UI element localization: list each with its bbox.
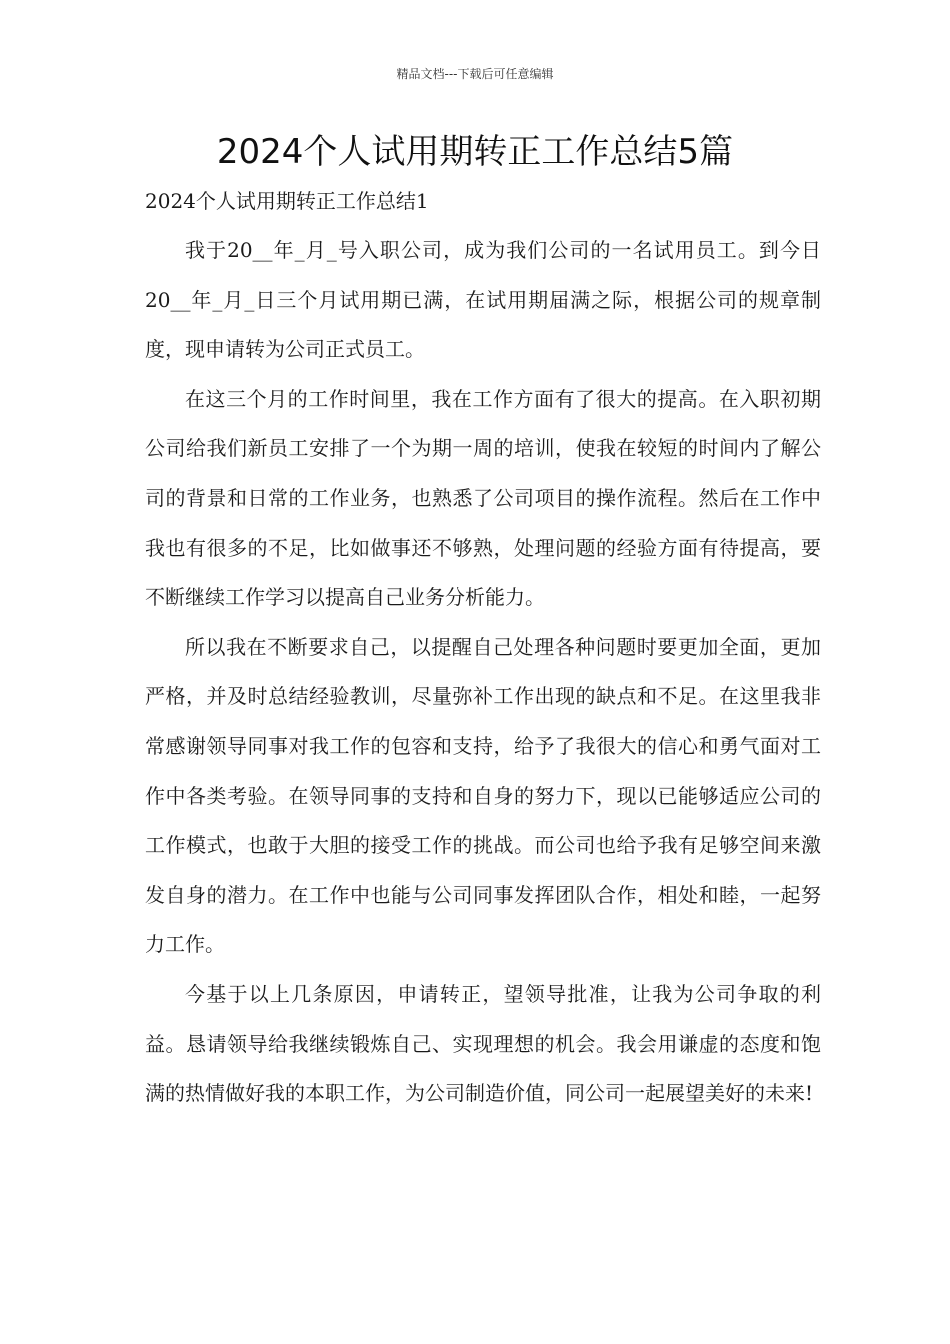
document-body xyxy=(145,226,821,1119)
section-heading: 2024个人试用期转正工作总结1 xyxy=(145,189,429,213)
paragraph-1: 我于20__年_月_号入职公司，成为我们公司的一名试用员工。到今日20__年_月_日三个月试用期已满，在试用期届满之际，根据公司的规章制度，现申请转为公司正式员工。 xyxy=(145,238,821,362)
header-note: 精品文档---下载后可任意编辑 xyxy=(396,67,554,81)
paragraph-2: 在这三个月的工作时间里，我在工作方面有了很大的提高。在入职初期公司给我们新员工安排了一个为期一周的培训，使我在较短的时间内了解公司的背景和日常的工作业务，也熟悉了公司项目的操作流程。然后在工作中我也有很多的不足，比如做事还不够熟，处理问题的经验方面有待提高，要不断继续工作学习以提高自己业务分析能力。 xyxy=(145,386,821,610)
paragraph-4: 今基于以上几条原因，申请转正，望领导批准，让我为公司争取的利益。恳请领导给我继续锻炼自己、实现理想的机会。我会用谦虚的态度和饱满的热情做好我的本职工作，为公司制造价值，同公司一起展望美好的未来! xyxy=(145,981,821,1106)
paragraph-3: 所以我在不断要求自己，以提醒自己处理各种问题时要更加全面，更加严格，并及时总结经验教训，尽量弥补工作出现的缺点和不足。在这里我非常感谢领导同事对我工作的包容和支持，给予了我很大的信心和勇气面对工作中各类考验。在领导同事的支持和自身的努力下，现以已能够适应公司的工作模式，也敢于大胆的接受工作的挑战。而公司也给予我有足够空间来激发自身的潜力。在工作中也能与公司同事发挥团队合作，相处和睦，一起努力工作。 xyxy=(145,634,821,957)
document-title: 2024个人试用期转正工作总结5篇 xyxy=(216,132,734,172)
